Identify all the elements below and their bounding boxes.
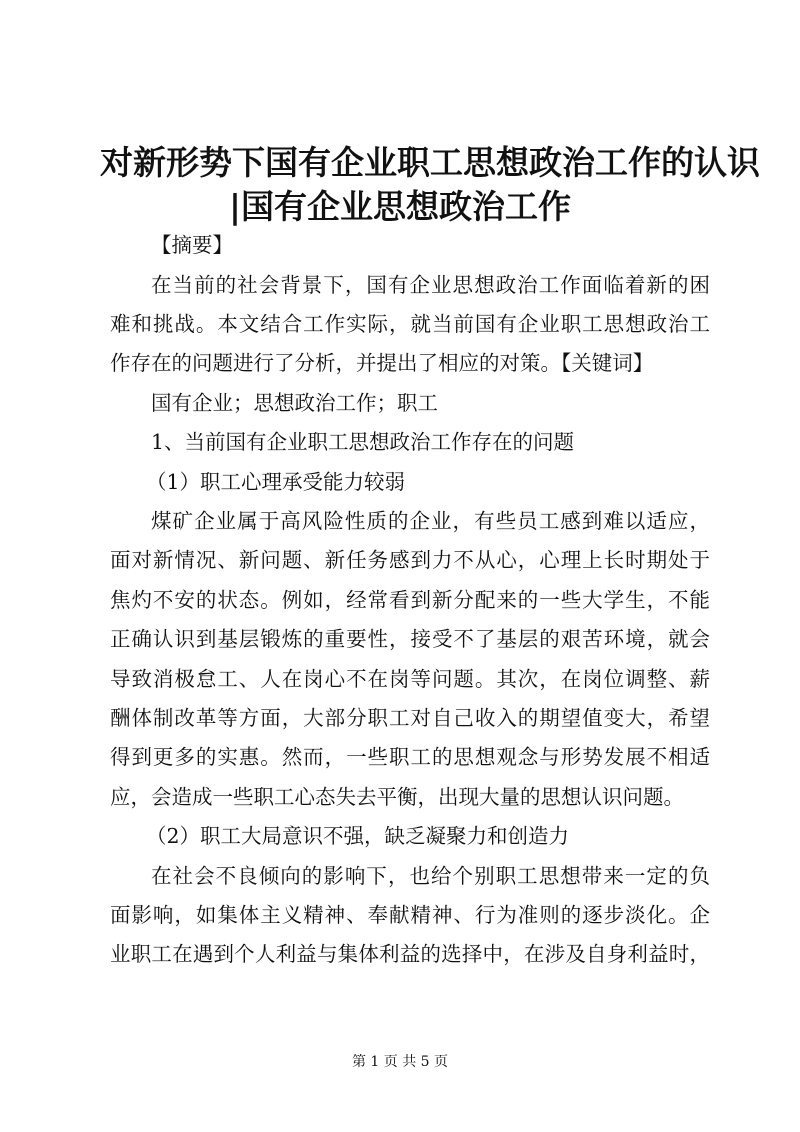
paragraph-line: 面对新情况、新问题、新任务感到力不从心，心理上长时期处于 (110, 548, 710, 572)
paragraph-line: 导致消极怠工、人在岗心不在岗等问题。其次，在岗位调整、薪 (110, 667, 710, 691)
paragraph-line: 酬体制改革等方面，大部分职工对自己收入的期望值变大，希望 (110, 706, 710, 730)
paragraph-line: 得到更多的实惠。然而，一些职工的思想观念与形势发展不相适 (110, 745, 710, 769)
paragraph-line: 业职工在遇到个人利益与集体利益的选择中，在涉及自身利益时， (110, 942, 710, 966)
document-title-line-2: |国有企业思想政治工作 (228, 187, 571, 226)
subsection-heading: （2）职工大局意识不强，缺乏凝聚力和创造力 (146, 824, 570, 848)
subsection-heading: （1）职工心理承受能力较弱 (146, 470, 406, 494)
abstract-heading: 【摘要】 (151, 233, 233, 257)
paragraph-line: 焦灼不安的状态。例如，经常看到新分配来的一些大学生，不能 (110, 588, 710, 612)
paragraph-line: 正确认识到基层锻炼的重要性，接受不了基层的艰苦环境，就会 (110, 627, 710, 651)
paragraph-line: 在当前的社会背景下，国有企业思想政治工作面临着新的困 (151, 273, 710, 297)
document-title-line-1: 对新形势下国有企业职工思想政治工作的认识 (100, 143, 760, 182)
paragraph-line: 难和挑战。本文结合工作实际，就当前国有企业职工思想政治工 (110, 312, 710, 336)
paragraph-line: 作存在的问题进行了分析，并提出了相应的对策。【关键词】 (110, 351, 654, 375)
paragraph-line: 在社会不良倾向的影响下，也给个别职工思想带来一定的负 (151, 864, 710, 888)
page-footer: 第 1 页 共 5 页 (351, 1054, 449, 1070)
section-heading: 1、当前国有企业职工思想政治工作存在的问题 (151, 430, 575, 454)
paragraph-line: 面影响，如集体主义精神、奉献精神、行为准则的逐步淡化。企 (110, 903, 710, 927)
keywords-line: 国有企业；思想政治工作；职工 (151, 391, 438, 415)
paragraph-line: 煤矿企业属于高风险性质的企业，有些员工感到难以适应， (151, 509, 710, 533)
paragraph-line: 应，会造成一些职工心态失去平衡，出现大量的思想认识问题。 (110, 785, 684, 809)
